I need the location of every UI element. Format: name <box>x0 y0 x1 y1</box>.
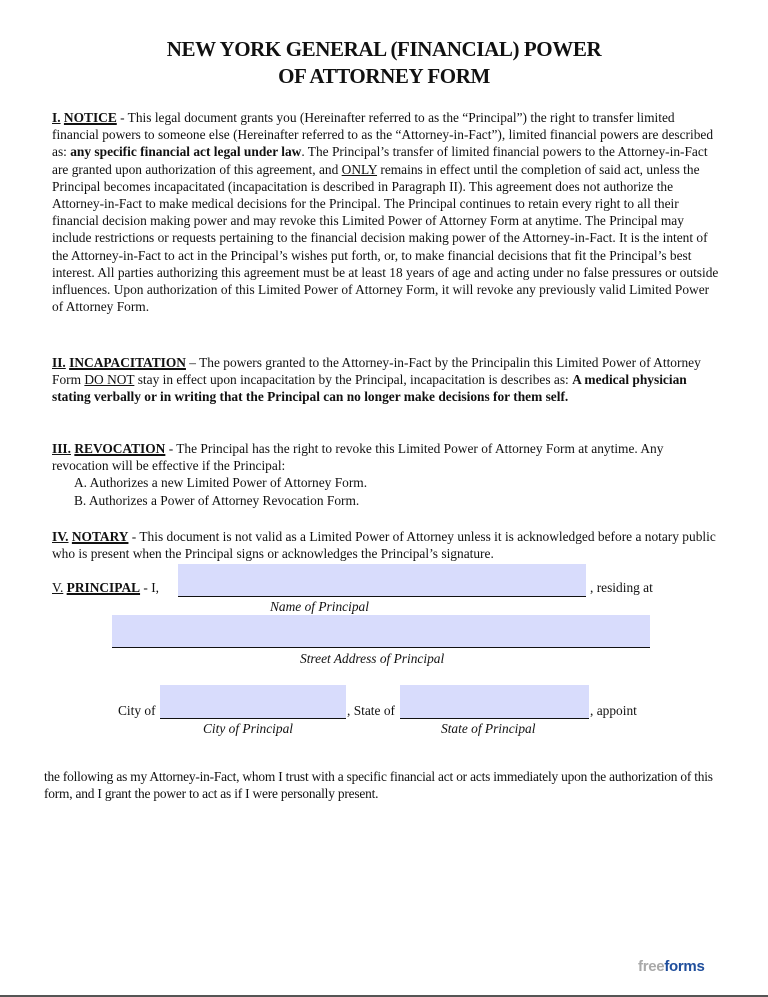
title-line-1: NEW YORK GENERAL (FINANCIAL) POWER <box>166 37 602 61</box>
section-text: - This legal document grants you (Hereinafter referred to as the “Principal”) the right to transfer limited financial powers to someone else (Hereinafter referred to as the “Attorney-in-Fact”), limited financial powers are described as: <box>52 110 714 160</box>
section-number: II. <box>52 355 66 370</box>
section-revocation <box>52 440 720 509</box>
section-text: stay in effect upon incapacitation by the Principal, incapacitation is describes as: <box>134 372 573 388</box>
name-caption: Name of Principal <box>270 599 369 614</box>
section-text: - This document is not valid as a Limited Power of Attorney unless it is acknowledged before a notary public who is present when the Principal signs or acknowledges the Principal’s signature. <box>52 529 716 562</box>
address-caption: Street Address of Principal <box>300 651 445 666</box>
city-label: City of <box>118 703 156 718</box>
section-text: - I, <box>140 580 160 595</box>
revocation-list <box>74 474 720 508</box>
principal-state-field[interactable] <box>400 685 589 719</box>
bold-text: any specific financial act legal under law <box>70 144 302 160</box>
underlined-text: DO NOT <box>84 372 135 388</box>
underlined-text: ONLY <box>341 161 378 177</box>
principal-city-field[interactable] <box>160 685 346 719</box>
section-heading: NOTICE <box>63 110 117 125</box>
section-number: V. <box>52 580 64 595</box>
logo-free: free <box>638 958 665 975</box>
principal-address-field[interactable] <box>112 615 650 648</box>
section-text: - The Principal has the right to revoke this Limited Power of Attorney Form at anytime. Any revocation will be effective if the Principal: <box>52 441 664 474</box>
section-principal-label <box>52 580 159 596</box>
section-number: IV. <box>52 529 69 544</box>
state-caption: State of Principal <box>441 721 536 736</box>
title-line-2: OF ATTORNEY FORM <box>278 64 490 88</box>
principal-name-field[interactable] <box>178 564 586 597</box>
section-heading: REVOCATION <box>74 441 166 456</box>
section-text: . The Principal’s transfer of limited financial powers to the Attorney-in-Fact are granted upon authorization of this agreement, and <box>52 144 708 177</box>
section-notice <box>52 109 720 315</box>
section-text: – The powers granted to the Attorney-in-Fact by the Principalin this Limited Power of Attorney Form <box>52 355 701 388</box>
document-title <box>0 36 768 90</box>
state-label: , State of <box>347 703 395 718</box>
appoint-label: , appoint <box>590 703 637 718</box>
section-text: remains in effect until the completion of said act, unless the Principal becomes incapacitated (incapacitation is described in Paragraph II). This agreement does not authorize the Attorney-in-Fact to make medical decisions for the Principal. The Principal continues to retain every right to all their financial decision making power and may revoke this Limited Power of Attorney Form at anytime. The Principal may include restrictions or requests pertaining to the financial decision making power of the Attorney-in-Fact. It is the intent of the Attorney-in-Fact to act in the Principal’s wishes put forth, or, to make financial decisions that fit the Principal’s best interest. All parties authorizing this agreement must be at least 18 years of age and acting under no false pressures or outside influences. Upon authorization of this Limited Power of Attorney Form, it will revoke any previously valid Limited Power of Attorney Form. <box>52 161 719 315</box>
residing-at-label: , residing at <box>590 580 653 595</box>
bold-text: A medical physician stating verbally or in writing that the Principal can no longer make decisions for them self. <box>52 372 687 405</box>
freeforms-logo <box>638 958 705 975</box>
section-heading: PRINCIPAL <box>66 580 141 595</box>
section-heading: INCAPACITATION <box>69 355 186 370</box>
section-number: I. <box>52 110 61 125</box>
city-caption: City of Principal <box>203 721 294 736</box>
logo-forms: forms <box>664 958 705 975</box>
section-heading: NOTARY <box>71 529 129 544</box>
section-notary <box>52 528 720 562</box>
list-item: B. Authorizes a Power of Attorney Revocation Form. <box>74 492 360 508</box>
section-number: III. <box>52 441 71 456</box>
list-item: A. Authorizes a new Limited Power of Attorney Form. <box>74 475 368 491</box>
section-incapacitation <box>52 354 720 406</box>
closing-paragraph: the following as my Attorney-in-Fact, whom I trust with a specific financial act or acts immediately upon the authorization of this form, and I grant the power to act as if I were personally present. <box>44 769 713 802</box>
